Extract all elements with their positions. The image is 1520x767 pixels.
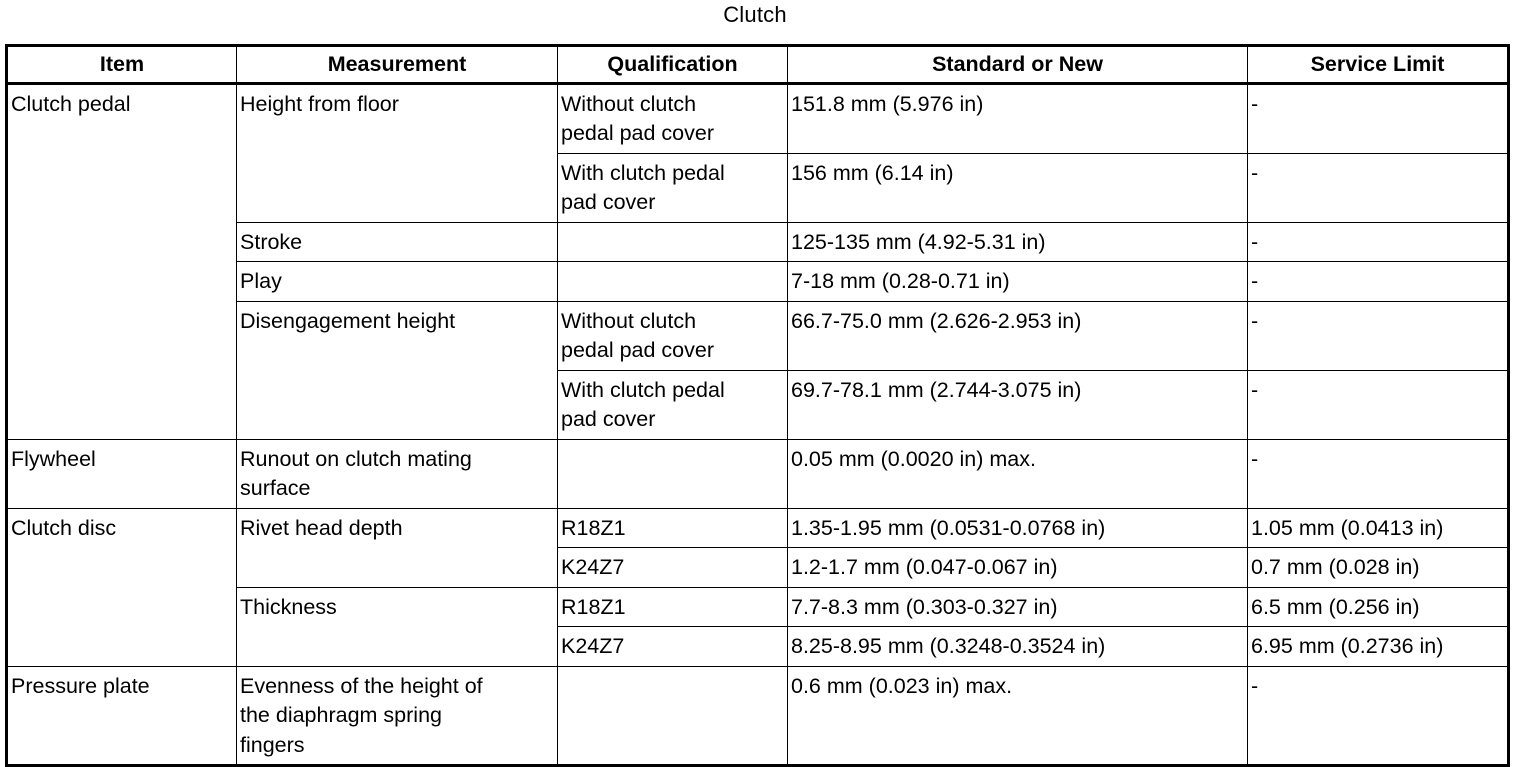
service-limit-cell: 0.7 mm (0.028 in) <box>1248 548 1509 588</box>
service-limit-cell: 6.5 mm (0.256 in) <box>1248 587 1509 627</box>
measurement-cell: Evenness of the height of the diaphragm spring fingers <box>237 666 558 766</box>
qualification-cell: Without clutch pedal pad cover <box>558 301 788 370</box>
measurement-cell: Runout on clutch mating surface <box>237 439 558 508</box>
table-row <box>7 508 1509 548</box>
service-limit-cell: 1.05 mm (0.0413 in) <box>1248 508 1509 548</box>
service-limit-cell: - <box>1248 439 1509 508</box>
table-row <box>7 666 1509 766</box>
service-limit-cell: - <box>1248 83 1509 153</box>
qualification-cell: K24Z7 <box>558 627 788 667</box>
standard-cell: 151.8 mm (5.976 in) <box>788 83 1248 153</box>
qualification-cell: With clutch pedal pad cover <box>558 370 788 439</box>
qualification-cell: With clutch pedal pad cover <box>558 153 788 222</box>
qualification-cell <box>558 439 788 508</box>
standard-cell: 0.6 mm (0.023 in) max. <box>788 666 1248 766</box>
header-service-limit: Service Limit <box>1248 46 1509 84</box>
measurement-cell: Stroke <box>237 222 558 262</box>
standard-cell: 1.35-1.95 mm (0.0531-0.0768 in) <box>788 508 1248 548</box>
standard-cell: 7-18 mm (0.28-0.71 in) <box>788 262 1248 302</box>
qualification-cell: R18Z1 <box>558 508 788 548</box>
qualification-cell: Without clutch pedal pad cover <box>558 83 788 153</box>
item-cell: Clutch pedal <box>7 83 237 439</box>
service-limit-cell: - <box>1248 222 1509 262</box>
qualification-cell <box>558 666 788 766</box>
standard-cell: 7.7-8.3 mm (0.303-0.327 in) <box>788 587 1248 627</box>
service-limit-cell: - <box>1248 262 1509 302</box>
item-cell: Clutch disc <box>7 508 237 666</box>
measurement-cell: Height from floor <box>237 83 558 222</box>
header-qualification: Qualification <box>558 46 788 84</box>
measurement-cell: Thickness <box>237 587 558 666</box>
header-standard-or-new: Standard or New <box>788 46 1248 84</box>
measurement-cell: Rivet head depth <box>237 508 558 587</box>
standard-cell: 125-135 mm (4.92-5.31 in) <box>788 222 1248 262</box>
service-limit-cell: 6.95 mm (0.2736 in) <box>1248 627 1509 667</box>
qualification-cell <box>558 222 788 262</box>
qualification-cell: R18Z1 <box>558 587 788 627</box>
standard-cell: 156 mm (6.14 in) <box>788 153 1248 222</box>
clutch-spec-table <box>5 44 1510 767</box>
page-title: Clutch <box>723 2 787 27</box>
standard-cell: 0.05 mm (0.0020 in) max. <box>788 439 1248 508</box>
service-limit-cell: - <box>1248 301 1509 370</box>
service-limit-cell: - <box>1248 666 1509 766</box>
table-row <box>7 439 1509 508</box>
standard-cell: 66.7-75.0 mm (2.626-2.953 in) <box>788 301 1248 370</box>
service-limit-cell: - <box>1248 153 1509 222</box>
item-cell: Flywheel <box>7 439 237 508</box>
standard-cell: 8.25-8.95 mm (0.3248-0.3524 in) <box>788 627 1248 667</box>
qualification-cell: K24Z7 <box>558 548 788 588</box>
service-limit-cell: - <box>1248 370 1509 439</box>
qualification-cell <box>558 262 788 302</box>
item-cell: Pressure plate <box>7 666 237 766</box>
header-measurement: Measurement <box>237 46 558 84</box>
measurement-cell: Play <box>237 262 558 302</box>
header-item: Item <box>7 46 237 84</box>
table-header-row <box>7 46 1509 84</box>
table-row <box>7 83 1509 153</box>
measurement-cell: Disengagement height <box>237 301 558 439</box>
standard-cell: 69.7-78.1 mm (2.744-3.075 in) <box>788 370 1248 439</box>
standard-cell: 1.2-1.7 mm (0.047-0.067 in) <box>788 548 1248 588</box>
